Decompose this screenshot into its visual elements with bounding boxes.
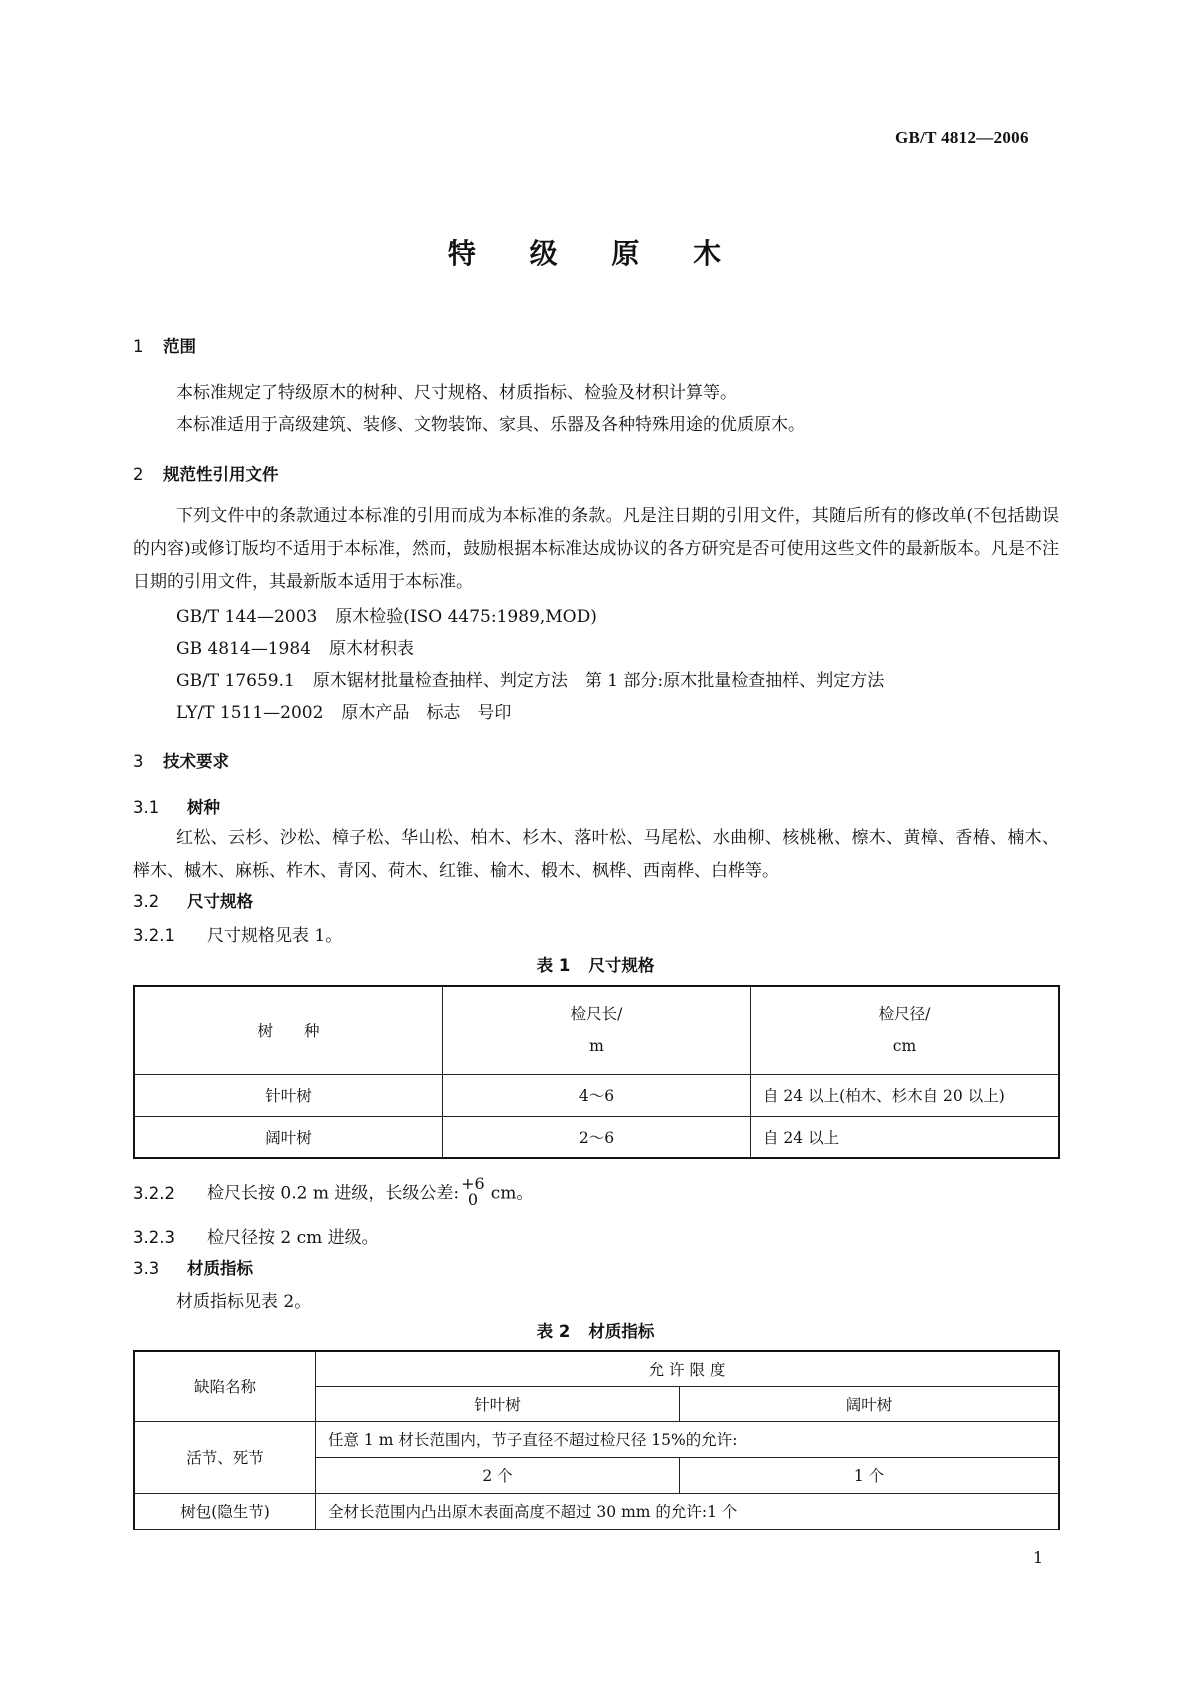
- material-index-table: [133, 1350, 1060, 1530]
- header-conifer: 针叶树: [316, 1386, 680, 1421]
- table-1-caption: [0, 952, 1191, 976]
- subsection-3-1-heading: [133, 794, 220, 818]
- subsection-3-2-heading: [133, 888, 253, 912]
- table-number: 表 1: [536, 956, 571, 975]
- cell-diameter: 自 24 以上: [751, 1116, 1060, 1158]
- section-title: 技术要求: [163, 752, 229, 771]
- header-diameter-unit: cm: [892, 1037, 917, 1056]
- reference-item: [176, 602, 597, 627]
- cell-allowance-desc: 任意 1 m 材长范围内，节子直径不超过检尺径 15%的允许:: [316, 1421, 1060, 1457]
- subsection-number: 3.2: [133, 892, 160, 911]
- subsection-number: 3.1: [133, 798, 160, 817]
- species-list: 红松、云杉、沙松、樟子松、华山松、柏木、杉木、落叶松、马尾松、水曲柳、核桃楸、檫木、黄樟、香椿、楠木、榉木、槭木、麻栎、柞木、青冈、荷木、红锥、榆木、椴木、枫桦、西南桦、白桦等。: [133, 828, 1059, 881]
- table-row: [134, 1421, 1059, 1457]
- subsection-3-3-heading: [133, 1255, 253, 1279]
- clause-text: 检尺径按 2 cm 进级。: [207, 1228, 379, 1248]
- size-spec-table: [133, 985, 1060, 1159]
- header-length-label: 检尺长/: [570, 1005, 623, 1024]
- table-number: 表 2: [536, 1322, 571, 1341]
- section-title: 范围: [163, 337, 196, 356]
- subsection-title: 尺寸规格: [187, 892, 253, 911]
- reference-item: [176, 698, 511, 723]
- section-number: 3: [133, 752, 144, 771]
- standard-code: GB/T 4812—2006: [895, 128, 1029, 147]
- header-length: [443, 986, 751, 1074]
- clause-text: 检尺长按 0.2 m 进级，长级公差:: [207, 1183, 460, 1204]
- table-row: [134, 1116, 1059, 1158]
- clause-number: 3.2.1: [133, 926, 175, 945]
- section-1-heading: [133, 333, 196, 357]
- clause-text: 尺寸规格见表 1。: [207, 926, 343, 946]
- table-title: 尺寸规格: [588, 956, 655, 975]
- cell-broadleaf: 1 个: [680, 1457, 1060, 1493]
- section-number: 1: [133, 337, 144, 356]
- header-length-unit: m: [589, 1037, 604, 1056]
- subsection-title: 材质指标: [187, 1259, 253, 1278]
- reference-code: GB/T 144—2003: [176, 607, 318, 627]
- header-broadleaf: 阔叶树: [680, 1386, 1060, 1421]
- section-number: 2: [133, 465, 144, 484]
- header-diameter-label: 检尺径/: [878, 1005, 931, 1024]
- section-2-heading: [133, 461, 279, 485]
- reference-title: 原木锯材批量检查抽样、判定方法 第 1 部分:原木批量检查抽样、判定方法: [312, 671, 885, 691]
- clause-number: 3.2.3: [133, 1228, 175, 1247]
- table-row: [134, 1074, 1059, 1116]
- document-title: 特 级 原 木: [447, 237, 744, 270]
- cell-defect-name: 活节、死节: [134, 1421, 316, 1493]
- table-title: 材质指标: [588, 1322, 655, 1341]
- cell-conifer: 2 个: [316, 1457, 680, 1493]
- clause-3-2-3: [133, 1223, 379, 1248]
- cell-diameter: 自 24 以上(柏木、杉木自 20 以上): [751, 1074, 1060, 1116]
- section-title: 规范性引用文件: [163, 465, 279, 484]
- cell-species: 针叶树: [134, 1074, 443, 1116]
- scope-paragraph-2: 本标准适用于高级建筑、装修、文物装饰、家具、乐器及各种特殊用途的优质原木。: [176, 415, 805, 435]
- reference-code: GB/T 17659.1: [176, 671, 295, 691]
- clause-unit: cm。: [490, 1183, 534, 1204]
- cell-allowance-desc: 全材长范围内凸出原木表面高度不超过 30 mm 的允许:1 个: [316, 1493, 1060, 1529]
- reference-title: 原木检验(ISO 4475:1989,MOD): [335, 607, 597, 627]
- reference-item: [176, 634, 414, 659]
- table-2-caption: [0, 1318, 1191, 1342]
- section-3-heading: [133, 748, 229, 772]
- references-intro: 下列文件中的条款通过本标准的引用而成为本标准的条款。凡是注日期的引用文件，其随后所有的修改单(不包括勘误的内容)或修订版均不适用于本标准，然而，鼓励根据本标准达成协议的各方研究是否可使用这些文件的最新版本。凡是不注日期的引用文件，其最新版本适用于本标准。: [133, 506, 1059, 592]
- clause-3-2-2: [133, 1174, 534, 1210]
- reference-code: GB 4814—1984: [176, 639, 312, 659]
- subsection-number: 3.3: [133, 1259, 160, 1278]
- reference-title: 原木产品 标志 号印: [341, 703, 512, 723]
- reference-code: LY/T 1511—2002: [176, 703, 324, 723]
- header-diameter: [751, 986, 1060, 1074]
- tolerance-fraction: [461, 1176, 485, 1208]
- material-index-text: 材质指标见表 2。: [176, 1292, 312, 1312]
- header-allowance: 允 许 限 度: [316, 1351, 1060, 1386]
- tolerance-lower: 0: [467, 1190, 478, 1209]
- table-row: [134, 1493, 1059, 1529]
- cell-defect-name: 树包(隐生节): [134, 1493, 316, 1529]
- subsection-title: 树种: [187, 798, 220, 817]
- page-number: 1: [1033, 1548, 1044, 1567]
- cell-length: 4～6: [443, 1074, 751, 1116]
- cell-length: 2～6: [443, 1116, 751, 1158]
- clause-3-2-1: [133, 921, 342, 946]
- cell-species: 阔叶树: [134, 1116, 443, 1158]
- reference-title: 原木材积表: [329, 639, 415, 659]
- clause-number: 3.2.2: [133, 1183, 175, 1203]
- scope-paragraph-1: 本标准规定了特级原木的树种、尺寸规格、材质指标、检验及材积计算等。: [176, 383, 737, 403]
- header-species: 树 种: [134, 986, 443, 1074]
- tolerance-upper: +6: [461, 1174, 485, 1193]
- reference-item: [176, 666, 884, 691]
- header-defect: 缺陷名称: [134, 1351, 316, 1421]
